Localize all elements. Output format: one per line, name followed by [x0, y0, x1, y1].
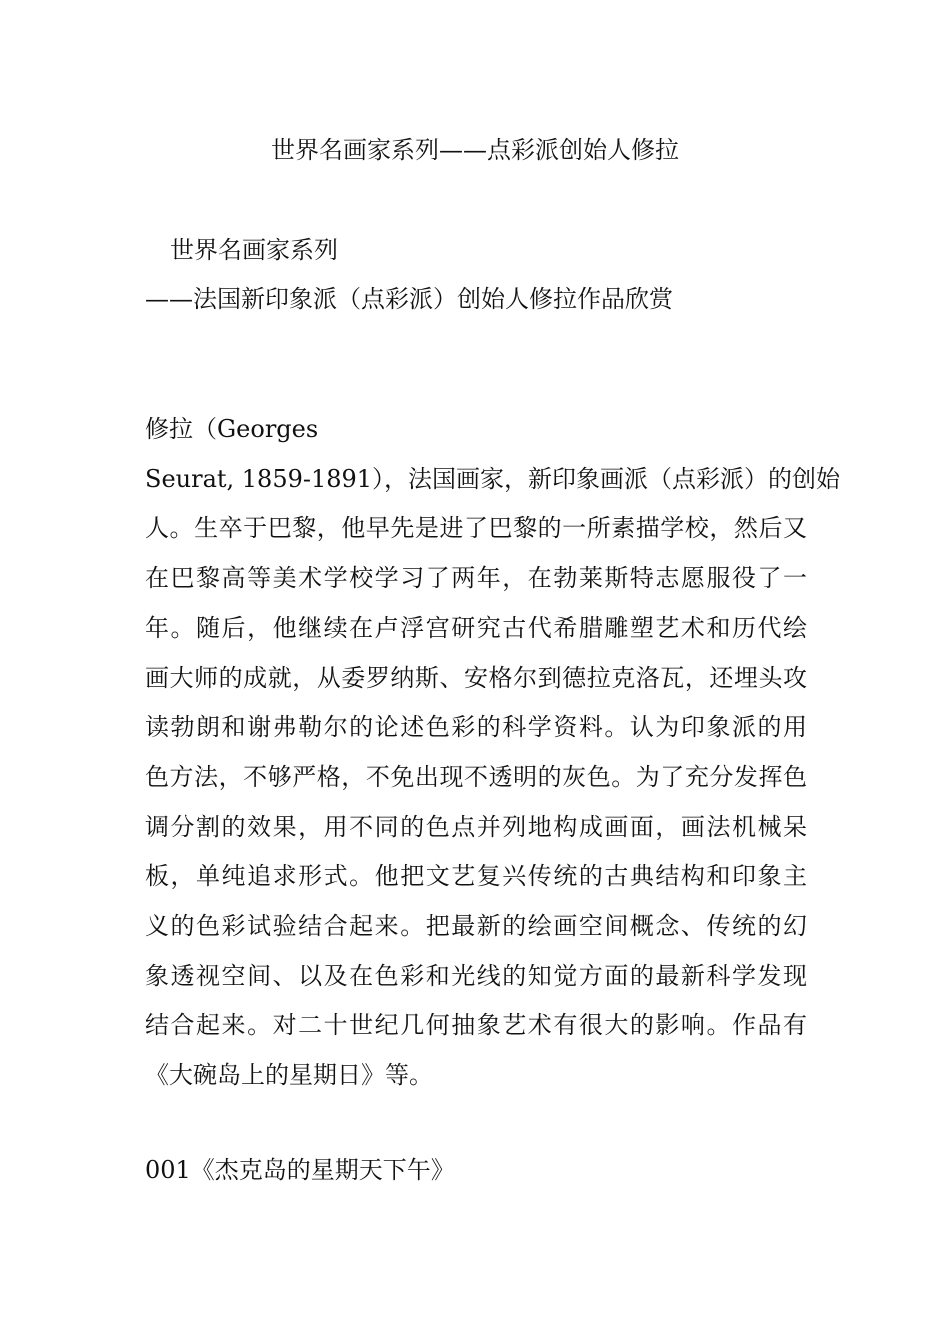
body-line: 调分割的效果，用不同的色点并列地构成画面，画法机械呆	[145, 812, 807, 841]
body-line: 象透视空间、以及在色彩和光线的知觉方面的最新科学发现	[145, 961, 807, 990]
body-line: 人。生卒于巴黎，他早先是进了巴黎的一所素描学校，然后又	[145, 514, 807, 543]
body-line: Seurat, 1859-1891），法国画家，新印象画派（点彩派）的创始	[145, 464, 841, 493]
document-title: 世界名画家系列——点彩派创始人修拉	[271, 136, 679, 164]
body-line: 年。随后，他继续在卢浮宫研究古代希腊雕塑艺术和历代绘	[145, 613, 807, 642]
body-line: 色方法，不够严格，不免出现不透明的灰色。为了充分发挥色	[145, 762, 807, 791]
biography-paragraph	[145, 405, 841, 1101]
body-line: 读勃朗和谢弗勒尔的论述色彩的科学资料。认为印象派的用	[145, 713, 807, 742]
artwork-heading: 001《杰克岛的星期天下午》	[145, 1156, 455, 1184]
body-line: 画大师的成就，从委罗纳斯、安格尔到德拉克洛瓦，还埋头攻	[145, 663, 807, 692]
subtitle-description: ——法国新印象派（点彩派）创始人修拉作品欣赏	[145, 285, 673, 313]
body-line: 修拉（Georges	[145, 415, 319, 443]
body-line: 在巴黎高等美术学校学习了两年，在勃莱斯特志愿服役了一	[145, 564, 807, 593]
subtitle-series: 世界名画家系列	[170, 236, 338, 264]
body-line: 结合起来。对二十世纪几何抽象艺术有很大的影响。作品有	[145, 1011, 807, 1040]
body-line: 义的色彩试验结合起来。把最新的绘画空间概念、传统的幻	[145, 912, 807, 941]
body-line: 《大碗岛上的星期日》等。	[145, 1061, 433, 1090]
body-line: 板，单纯追求形式。他把文艺复兴传统的古典结构和印象主	[145, 862, 807, 891]
